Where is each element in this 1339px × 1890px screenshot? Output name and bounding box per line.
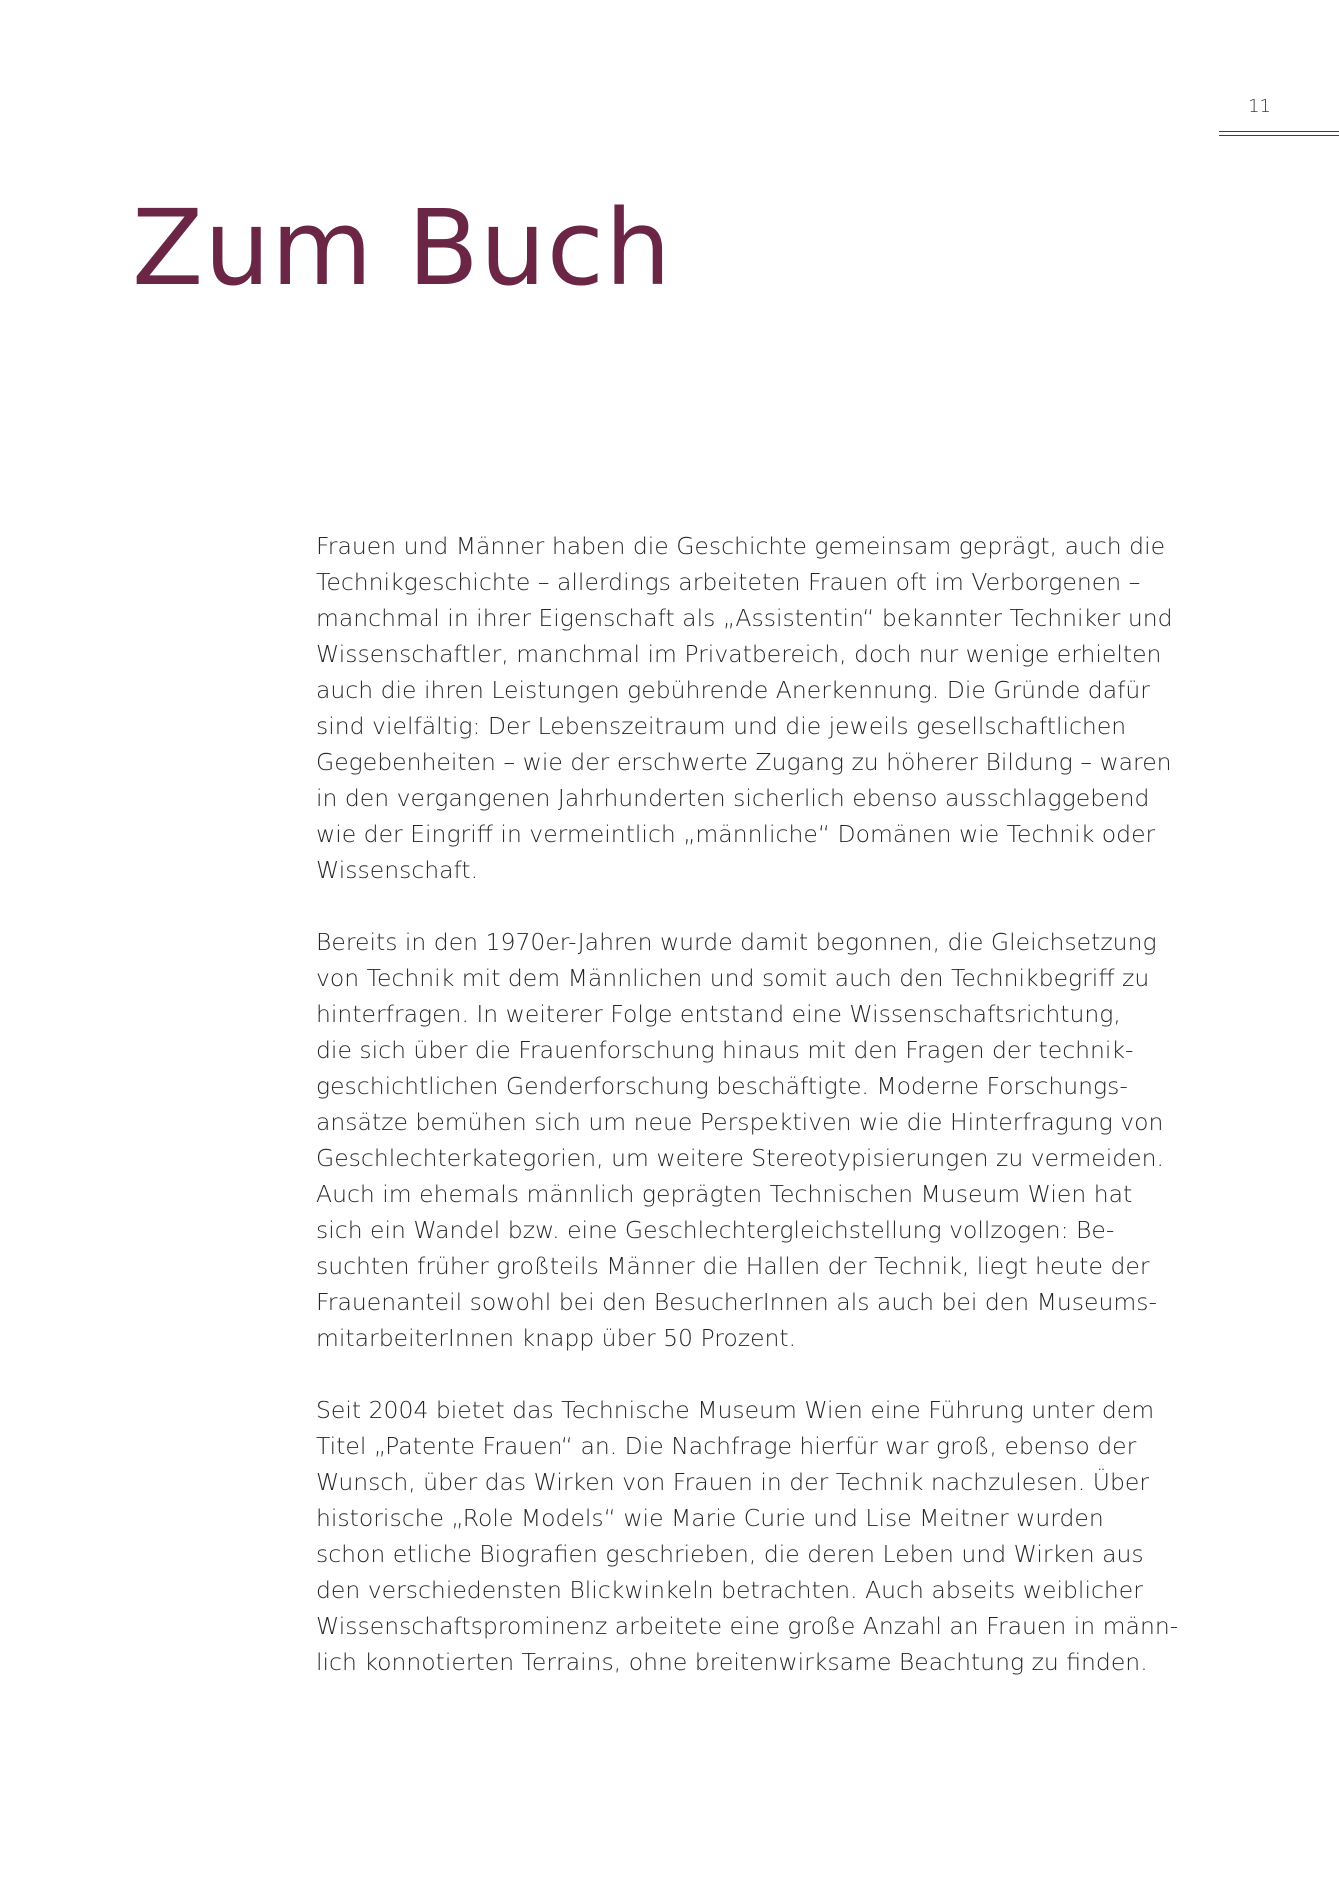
- text-line: ansätze bemühen sich um neue Perspektiven wie die Hinterfragung von: [316, 1108, 1164, 1136]
- paragraph-1: [316, 528, 1216, 888]
- paragraph-3: [316, 1392, 1216, 1680]
- text-line: mitarbeiterInnen knapp über 50 Prozent.: [316, 1324, 797, 1352]
- page-number-rule-bottom: [1219, 135, 1339, 136]
- text-line: Wunsch, über das Wirken von Frauen in der Technik nachzulesen. Über: [316, 1468, 1149, 1496]
- text-line: Seit 2004 bietet das Technische Museum Wien eine Führung unter dem: [316, 1396, 1155, 1424]
- text-line: Gegebenheiten – wie der erschwerte Zugang zu höherer Bildung – waren: [316, 748, 1172, 776]
- text-line: schon etliche Biografien geschrieben, die deren Leben und Wirken aus: [316, 1540, 1144, 1568]
- text-line: Bereits in den 1970er-Jahren wurde damit begonnen, die Gleichsetzung: [316, 928, 1157, 956]
- text-line: Frauenanteil sowohl bei den BesucherInnen als auch bei den Museums-: [316, 1288, 1158, 1316]
- text-line: in den vergangenen Jahrhunderten sicherlich ebenso ausschlaggebend: [316, 784, 1150, 812]
- text-line: Technikgeschichte – allerdings arbeiteten Frauen oft im Verborgenen –: [316, 568, 1141, 596]
- text-line: den verschiedensten Blickwinkeln betrachten. Auch abseits weiblicher: [316, 1576, 1143, 1604]
- paragraph-2: [316, 924, 1216, 1356]
- text-line: Auch im ehemals männlich geprägten Technischen Museum Wien hat: [316, 1180, 1133, 1208]
- text-line: sind vielfältig: Der Lebenszeitraum und die jeweils gesellschaftlichen: [316, 712, 1127, 740]
- text-line: sich ein Wandel bzw. eine Geschlechtergleichstellung vollzogen: Be-: [316, 1216, 1115, 1244]
- page-title: Zum Buch: [132, 187, 672, 309]
- text-line: auch die ihren Leistungen gebührende Anerkennung. Die Gründe dafür: [316, 676, 1150, 704]
- text-line: Titel „Patente Frauen“ an. Die Nachfrage hierfür war groß, ebenso der: [316, 1432, 1137, 1460]
- text-line: von Technik mit dem Männlichen und somit auch den Technikbegriff zu: [316, 964, 1150, 992]
- page-number: 11: [1248, 96, 1271, 117]
- text-line: Wissenschaftsprominenz arbeitete eine große Anzahl an Frauen in männ-: [316, 1612, 1179, 1640]
- text-line: die sich über die Frauenforschung hinaus mit den Fragen der technik-: [316, 1036, 1134, 1064]
- text-line: historische „Role Models“ wie Marie Curie und Lise Meitner wurden: [316, 1504, 1104, 1532]
- text-line: Frauen und Männer haben die Geschichte gemeinsam geprägt, auch die: [316, 532, 1166, 560]
- text-line: geschichtlichen Genderforschung beschäftigte. Moderne Forschungs-: [316, 1072, 1128, 1100]
- text-line: manchmal in ihrer Eigenschaft als „Assistentin“ bekannter Techniker und: [316, 604, 1173, 632]
- text-line: Wissenschaft.: [316, 856, 479, 884]
- text-line: suchten früher großteils Männer die Hallen der Technik, liegt heute der: [316, 1252, 1150, 1280]
- text-line: lich konnotierten Terrains, ohne breitenwirksame Beachtung zu finden.: [316, 1648, 1148, 1676]
- text-line: Wissenschaftler, manchmal im Privatbereich, doch nur wenige erhielten: [316, 640, 1162, 668]
- body-text: [316, 528, 1216, 1716]
- text-line: Geschlechterkategorien, um weitere Stereotypisierungen zu vermeiden.: [316, 1144, 1164, 1172]
- page-number-rule-top: [1219, 131, 1339, 132]
- text-line: hinterfragen. In weiterer Folge entstand eine Wissenschaftsrichtung,: [316, 1000, 1121, 1028]
- text-line: wie der Eingriff in vermeintlich „männliche“ Domänen wie Technik oder: [316, 820, 1156, 848]
